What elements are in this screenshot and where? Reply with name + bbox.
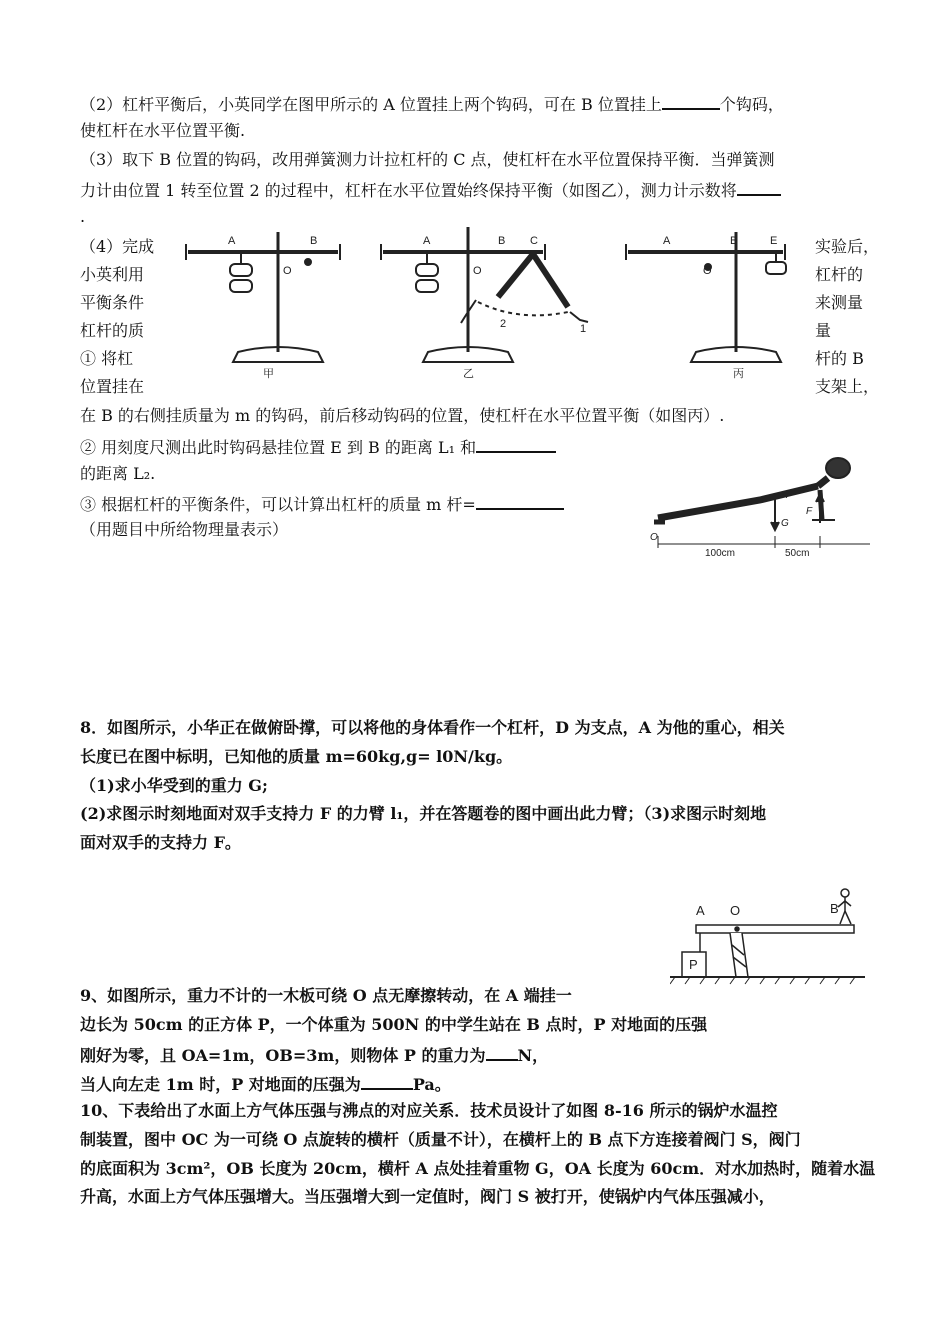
answer-blank[interactable]: [662, 92, 720, 110]
fig-yi-label-b: B: [498, 235, 506, 247]
answer-blank[interactable]: [361, 1072, 413, 1090]
q10-line2: 制装置，图中 OC 为一可绕 O 点旋转的横杆（质量不计），在横杆上的 B 点下方连接着阀门 S，阀门: [80, 1130, 801, 1149]
q7-p4-left-4: ① 将杠: [80, 349, 134, 368]
q8-line5: 面对双手的支持力 F。: [80, 833, 241, 852]
answer-blank[interactable]: [486, 1043, 518, 1061]
q7-p2-text-b: 个钩码，: [719, 95, 784, 114]
pushup-label-a: A: [781, 490, 788, 501]
q8-line1: 8．如图所示，小华正在做俯卧撑，可以将他的身体看作一个杠杆，D 为支点，A 为他的重心，相关: [80, 718, 785, 737]
board-label-p: P: [689, 957, 698, 972]
q7-p2-text: （2）杠杆平衡后，小英同学在图甲所示的 A 位置挂上两个钩码，可在 B 位置挂上: [80, 95, 662, 114]
q7-p3-line2: [80, 178, 781, 202]
q7-p4-left-0: （4）完成: [80, 237, 155, 256]
q10-line1: 10、下表给出了水面上方气体压强与沸点的对应关系．技术员设计了如图 8-16 所示的锅炉水温控: [80, 1101, 778, 1120]
fig-yi-label-o: O: [473, 265, 482, 277]
q9-line4-unit: Pa。: [412, 1075, 451, 1094]
answer-blank[interactable]: [476, 435, 556, 453]
q8-line4: (2)求图示时刻地面对双手支持力 F 的力臂 l₁，并在答题卷的图中画出此力臂；（3)求图示时刻地: [80, 804, 767, 823]
q7-p4-continue: 在 B 的右侧挂质量为 m 的钩码，前后移动钩码的位置，使杠杆在水平位置平衡（如图丙）.: [80, 406, 725, 425]
q7-step2-text: ② 用刻度尺测出此时钩码悬挂位置 E 到 B 的距离 L₁ 和: [80, 438, 477, 457]
fig-yi-label-1: 1: [580, 323, 587, 335]
q7-p4-right-1: 杠杆的: [815, 265, 864, 284]
lever-bing: [626, 232, 786, 362]
pushup-dim-50: 50cm: [785, 548, 810, 559]
fig-jia-label-b: B: [310, 235, 318, 247]
q8-line3: （1)求小华受到的重力 G;: [80, 776, 268, 795]
answer-blank[interactable]: [476, 492, 564, 510]
fig-bing-label-e: E: [770, 235, 778, 247]
q7-p4-right-2: 来测量: [815, 293, 864, 312]
fig-bing-label-b: B: [730, 235, 738, 247]
answer-blank[interactable]: [737, 178, 781, 196]
fig-jia-caption: 甲: [263, 368, 274, 380]
pushup-figure: [640, 448, 880, 563]
q7-p2-line1: [80, 92, 784, 116]
q7-p2-line2: 使杠杆在水平位置平衡.: [80, 121, 246, 140]
pushup-label-o: O: [650, 532, 658, 543]
q7-p3-line3: .: [80, 207, 86, 226]
board-label-o: O: [730, 903, 741, 918]
board-label-b: B: [830, 901, 839, 916]
lever-jia: [186, 232, 340, 362]
pushup-label-f: F: [806, 506, 813, 517]
q9-line3-text: 刚好为零，且 OA=1m，OB=3m，则物体 P 的重力为: [80, 1046, 486, 1065]
pushup-dim-100: 100cm: [705, 548, 736, 559]
q9-line4: [80, 1072, 451, 1096]
fig-bing-caption: 丙: [733, 368, 744, 380]
fig-jia-label-a: A: [228, 235, 236, 247]
q10-line4: 升高，水面上方气体压强增大。当压强增大到一定值时，阀门 S 被打开，使锅炉内气体压强减小，: [80, 1187, 775, 1206]
q7-step2-line1: [80, 435, 556, 459]
q7-p4-left-5: 位置挂在: [80, 377, 145, 396]
q7-p4-left-3: 杠杆的质: [80, 321, 145, 340]
q9-line3: [80, 1043, 548, 1067]
fig-bing-label-o: O: [703, 265, 712, 277]
fig-yi-label-2: 2: [500, 318, 507, 330]
q7-p3-text: 力计由位置 1 转至位置 2 的过程中，杠杆在水平位置始终保持平衡（如图乙），测力计示数将: [80, 181, 737, 200]
fig-yi-label-c: C: [530, 235, 538, 247]
q7-step3-note: （用题目中所给物理量表示）: [80, 520, 289, 539]
q9-line4-text: 当人向左走 1m 时，P 对地面的压强为: [80, 1075, 361, 1094]
q8-line2: 长度已在图中标明，已知他的质量 m=60kg,g= l0N/kg。: [80, 747, 513, 766]
board-label-a: A: [696, 903, 705, 918]
q7-p4-right-3: 量: [815, 321, 832, 340]
q7-step3-line1: [80, 492, 564, 516]
fig-bing-label-a: A: [663, 235, 671, 247]
q7-p4-right-4: 杆的 B: [815, 349, 864, 368]
q7-p3-line1: （3）取下 B 位置的钩码，改用弹簧测力计拉杠杆的 C 点，使杠杆在水平位置保持平衡．当弹簧测: [80, 150, 775, 169]
q7-p4-left-1: 小英利用: [80, 265, 145, 284]
board-figure: [670, 885, 870, 985]
q7-p4-left-2: 平衡条件: [80, 293, 145, 312]
fig-yi-caption: 乙: [463, 368, 474, 380]
q7-step3-text: ③ 根据杠杆的平衡条件，可以计算出杠杆的质量 m 杆=: [80, 495, 476, 514]
lever-figures: [168, 222, 788, 382]
q9-line1: 9、如图所示，重力不计的一木板可绕 O 点无摩擦转动，在 A 端挂一: [80, 986, 572, 1005]
fig-jia-label-o: O: [283, 265, 292, 277]
pushup-label-g: G: [781, 518, 789, 529]
q9-line2: 边长为 50cm 的正方体 P，一个体重为 500N 的中学生站在 B 点时，P 对地面的压强: [80, 1015, 708, 1034]
q7-p4-right-5: 支架上，: [815, 377, 880, 396]
lever-yi: [381, 227, 588, 362]
q7-p4-right-0: 实验后，: [815, 237, 880, 256]
q7-step2-line2: 的距离 L₂.: [80, 464, 156, 483]
fig-yi-label-a: A: [423, 235, 431, 247]
q10-line3: 的底面积为 3cm²，OB 长度为 20cm，横杆 A 点处挂着重物 G，OA 长度为 60cm．对水加热时，随着水温: [80, 1159, 876, 1178]
q9-line3-unit: N，: [517, 1046, 549, 1065]
